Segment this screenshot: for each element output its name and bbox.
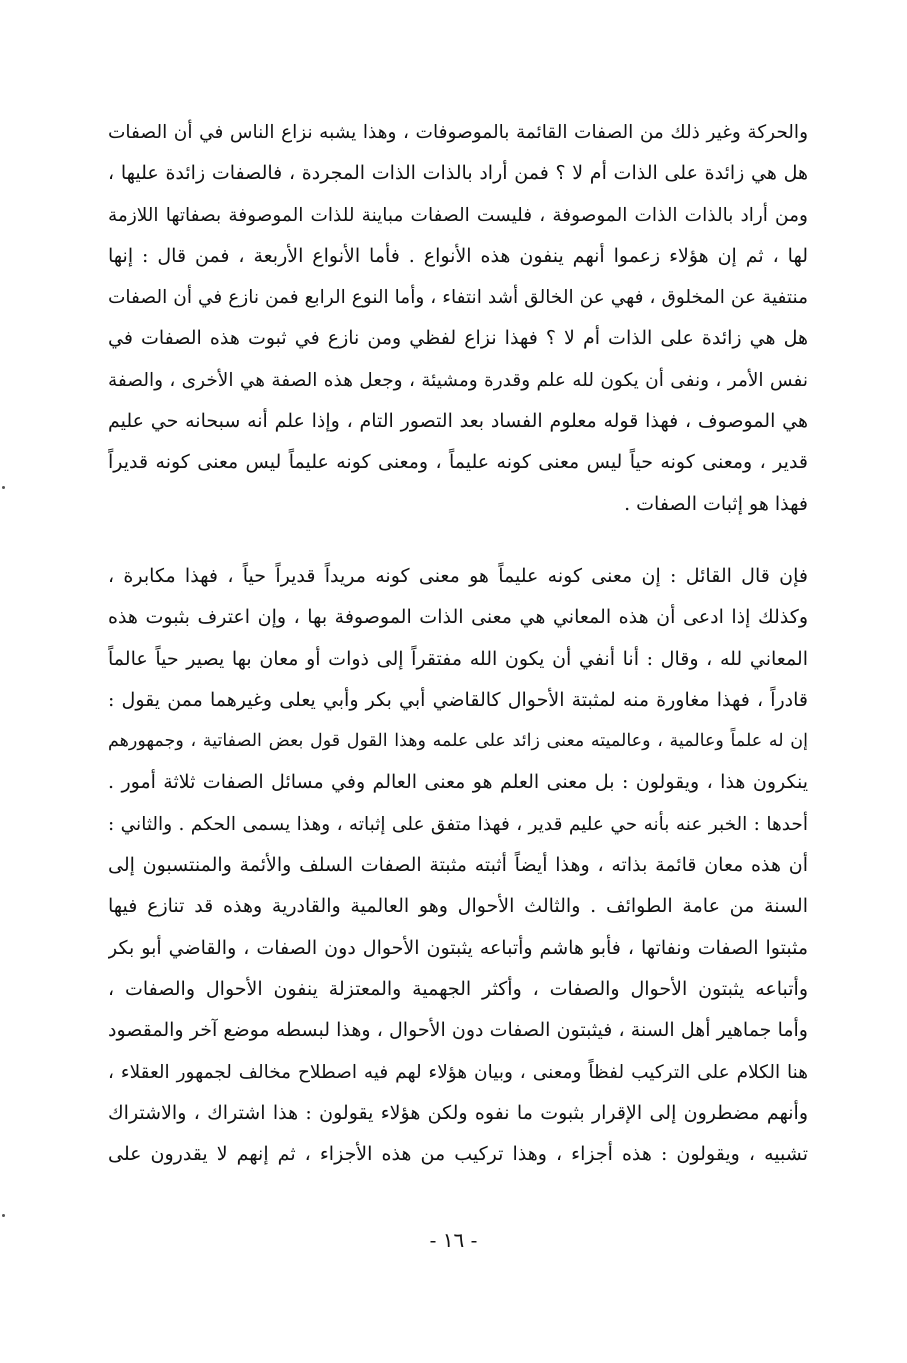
text-line: تشبيه ، ويقولون : هذه أجزاء ، وهذا تركيب من هذه الأجزاء ، ثم إنهم لا يقدرون على — [108, 1143, 808, 1166]
text-line: وأتباعه يثبتون الأحوال والصفات ، وأكثر الجهمية والمعتزلة ينفون الأحوال والصفات ، — [108, 977, 808, 1000]
text-line: ينكرون هذا ، ويقولون : بل معنى العلم هو معنى العالم وفي مسائل الصفات ثلاثة أمور . — [108, 771, 808, 794]
text-line: وأما جماهير أهل السنة ، فيثبتون الصفات دون الأحوال ، وهذا لبسطه موضع آخر والمقصود — [108, 1019, 808, 1042]
scan-dot-mark — [2, 1214, 5, 1217]
text-line: فهذا هو إثبات الصفات . — [624, 492, 808, 515]
text-line: منتفية عن المخلوق ، فهي عن الخالق أشد انتفاء ، وأما النوع الرابع فمن نازع في أن الصفات — [108, 287, 808, 309]
paragraph-2 — [108, 556, 808, 1175]
page-number: - ١٦ - — [429, 1228, 478, 1252]
text-line: أن هذه معان قائمة بذاته ، وهذا أيضاً أثبته مثبتة الصفات السلف والأئمة والمنتسبون إلى — [108, 854, 808, 877]
text-line: لها ، ثم إن هؤلاء زعموا أنهم ينفون هذه الأنواع . فأما الأنواع الأربعة ، فمن قال : إنها — [108, 244, 808, 267]
text-line: أحدها : الخبر عنه بأنه حي عليم قدير ، فهذا متفق على إثباته ، وهذا يسمى الحكم . والثاني : — [108, 813, 808, 835]
text-line: هل هي زائدة على الذات أم لا ؟ فهذا نزاع لفظي ومن نازع في ثبوت هذه الصفات في — [108, 327, 808, 350]
text-line: وأنهم مضطرون إلى الإقرار بثبوت ما نفوه ولكن هؤلاء يقولون : هذا اشتراك ، والاشتراك — [108, 1101, 808, 1124]
text-line: قدير ، ومعنى كونه حياً ليس معنى كونه عليماً ، ومعنى كونه عليماً ليس معنى كونه قديراً — [108, 451, 808, 474]
text-line: والحركة وغير ذلك من الصفات القائمة بالموصوفات ، وهذا يشبه نزاع الناس في أن الصفات — [108, 122, 808, 143]
text-line: مثبتوا الصفات ونفاتها ، فأبو هاشم وأتباعه يثبتون الأحوال دون الصفات ، والقاضي أبو بكر — [108, 936, 808, 959]
text-line: هي الموصوف ، فهذا قوله معلوم الفساد بعد التصور التام ، وإذا علم أنه سبحانه حي عليم — [108, 410, 808, 433]
text-line: هل هي زائدة على الذات أم لا ؟ فمن أراد بالذات الذات المجردة ، فالصفات زائدة عليها ، — [108, 162, 808, 185]
text-line: نفس الأمر ، ونفى أن يكون لله علم وقدرة ومشيئة ، وجعل هذه الصفة هي الأخرى ، والصفة — [108, 369, 808, 391]
text-line: قادراً ، فهذا مغاورة منه لمثبتة الأحوال كالقاضي أبي بكر وأبي يعلى وغيرهما ممن يقول : — [108, 688, 808, 711]
text-line: هنا الكلام على التركيب لفظاً ومعنى ، وبيان هؤلاء لهم فيه اصطلاح مخالف لجمهور العقلاء ، — [108, 1061, 808, 1083]
text-line: ومن أراد بالذات الذات الموصوفة ، فليست الصفات مباينة للذات الموصوفة بصفاتها اللازمة — [108, 204, 808, 226]
text-line: المعاني لله ، وقال : أنا أنفي أن يكون الله مفتقراً إلى ذوات أو معان بها يصير حياً عالماً — [108, 647, 808, 670]
text-line: إن له علماً وعالمية ، وعالميته معنى زائد على علمه وهذا القول قول بعض الصفاتية ، وجمهورهم — [108, 731, 808, 752]
paragraph-1 — [108, 112, 808, 525]
scan-dot-mark — [2, 486, 5, 489]
text-line: السنة من عامة الطوائف . والثالث الأحوال وهو العالمية والقادرية وهذه قد تنازع فيها — [108, 895, 808, 918]
text-line: فإن قال القائل : إن معنى كونه عليماً هو معنى كونه مريداً قديراً حياً ، فهذا مكابرة ، — [108, 565, 808, 587]
text-line: وكذلك إذا ادعى أن هذه المعاني هي معنى الذات الموصوفة بها ، وإن اعترف بثبوت هذه — [108, 606, 808, 629]
